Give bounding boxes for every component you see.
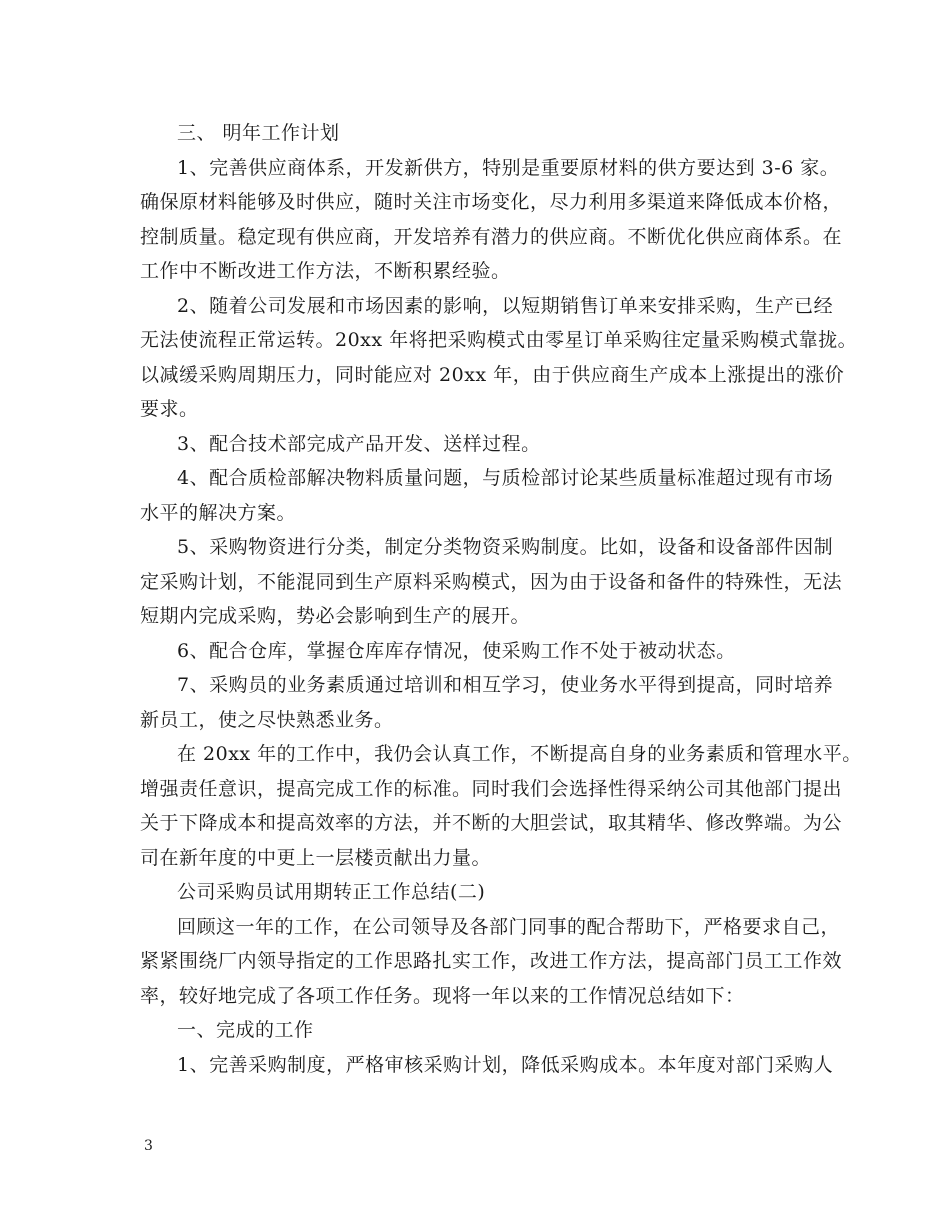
page-number: 3	[144, 1138, 153, 1154]
paragraph-line: 2、随着公司发展和市场因素的影响，以短期销售订单来安排采购，生产已经	[177, 295, 834, 317]
paragraph-line: 4、配合质检部解决物料质量问题，与质检部讨论某些质量标准超过现有市场	[177, 467, 834, 489]
section-heading: 一、完成的工作	[177, 1019, 314, 1041]
paragraph-line: 在 20xx 年的工作中，我仍会认真工作，不断提高自身的业务素质和管理水平。	[177, 743, 862, 765]
section-heading: 公司采购员试用期转正工作总结(二)	[177, 881, 486, 903]
paragraph-line: 短期内完成采购，势必会影响到生产的展开。	[140, 605, 531, 627]
paragraph-line: 要求。	[140, 398, 199, 420]
paragraph-line: 工作中不断改进工作方法，不断积累经验。	[140, 260, 511, 282]
paragraph-line: 3、配合技术部完成产品开发、送样过程。	[177, 433, 541, 455]
paragraph-line: 关于下降成本和提高效率的方法，并不断的大胆尝试，取其精华、修改弊端。为公	[140, 812, 843, 834]
paragraph-line: 紧紧围绕厂内领导指定的工作思路扎实工作，改进工作方法，提高部门员工工作效	[140, 950, 843, 972]
paragraph-line: 水平的解决方案。	[140, 502, 297, 524]
paragraph-line: 7、采购员的业务素质通过培训和相互学习，使业务水平得到提高，同时培养	[177, 674, 834, 696]
paragraph-line: 司在新年度的中更上一层楼贡献出力量。	[140, 847, 492, 869]
section-heading: 三、 明年工作计划	[177, 122, 340, 144]
paragraph-line: 1、完善采购制度，严格审核采购计划，降低采购成本。本年度对部门采购人	[177, 1054, 834, 1076]
paragraph-line: 定采购计划，不能混同到生产原料采购模式，因为由于设备和备件的特殊性，无法	[140, 571, 843, 593]
paragraph-line: 无法使流程正常运转。20xx 年将把采购模式由零星订单采购往定量采购模式靠拢。	[140, 329, 858, 351]
paragraph-line: 确保原材料能够及时供应，随时关注市场变化，尽力利用多渠道来降低成本价格，	[140, 191, 843, 213]
paragraph-line: 5、采购物资进行分类，制定分类物资采购制度。比如，设备和设备部件因制	[177, 536, 834, 558]
paragraph-line: 6、配合仓库，掌握仓库库存情况，使采购工作不处于被动状态。	[177, 640, 736, 662]
paragraph-line: 率，较好地完成了各项工作任务。现将一年以来的工作情况总结如下：	[140, 985, 745, 1007]
paragraph-line: 控制质量。稳定现有供应商，开发培养有潜力的供应商。不断优化供应商体系。在	[140, 226, 843, 248]
paragraph-line: 增强责任意识，提高完成工作的标准。同时我们会选择性得采纳公司其他部门提出	[140, 778, 843, 800]
paragraph-line: 回顾这一年的工作，在公司领导及各部门同事的配合帮助下，严格要求自己，	[177, 916, 841, 938]
paragraph-line: 1、完善供应商体系，开发新供方，特别是重要原材料的供方要达到 3-6 家。	[177, 157, 840, 179]
paragraph-line: 新员工，使之尽快熟悉业务。	[140, 709, 394, 731]
paragraph-line: 以减缓采购周期压力，同时能应对 20xx 年，由于供应商生产成本上涨提出的涨价	[140, 364, 845, 386]
